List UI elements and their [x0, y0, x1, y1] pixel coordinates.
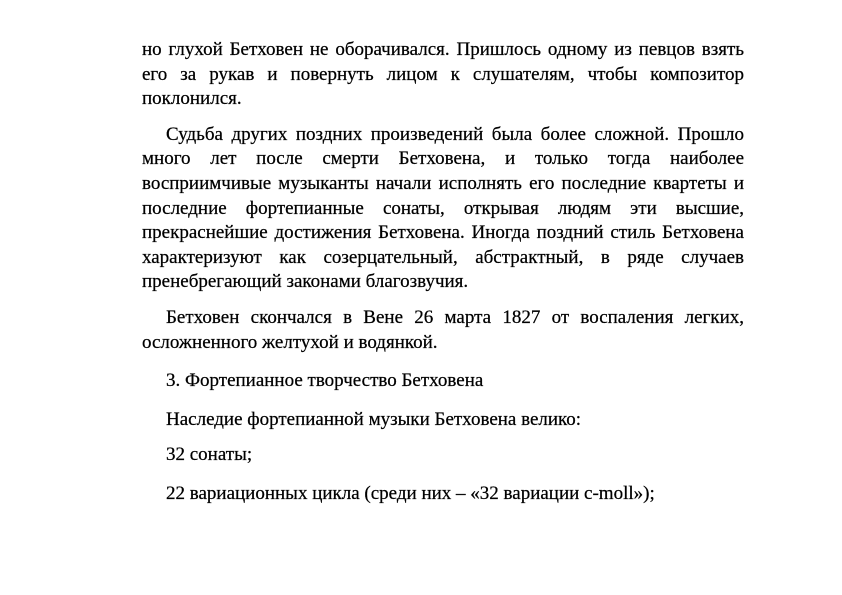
document-page [142, 38, 744, 507]
paragraph-death: Бетховен скончался в Вене 26 марта 1827 от воспаления легких, осложненного желтухой и водянкой. [142, 306, 744, 353]
paragraph-continuation: но глухой Бетховен не оборачивался. Пришлось одному из певцов взять его за рукав и повернуть лицом к слушателям, чтобы композитор поклонился. [142, 39, 744, 110]
list-item: 22 вариационных цикла (среди них – «32 вариации c-moll»); [166, 482, 655, 504]
paragraph-late-works: Судьба других поздних произведений была более сложной. Прошло много лет после смерти Бетховена, и только тогда наиболее восприимчивые музыканты начали исполнять его последние квартеты и последние фортепианные сонаты, открывая людям эти высшие, прекраснейшие достижения Бетховена. Иногда поздний стиль Бетховена характеризуют как созерцательный, абстрактный, в ряде случаев пренебрегающий законами благозвучия. [142, 123, 744, 293]
section-heading: 3. Фортепианное творчество Бетховена [166, 370, 484, 392]
paragraph-intro: Наследие фортепианной музыки Бетховена велико: [166, 408, 582, 430]
list-item: 32 сонаты; [166, 444, 253, 466]
